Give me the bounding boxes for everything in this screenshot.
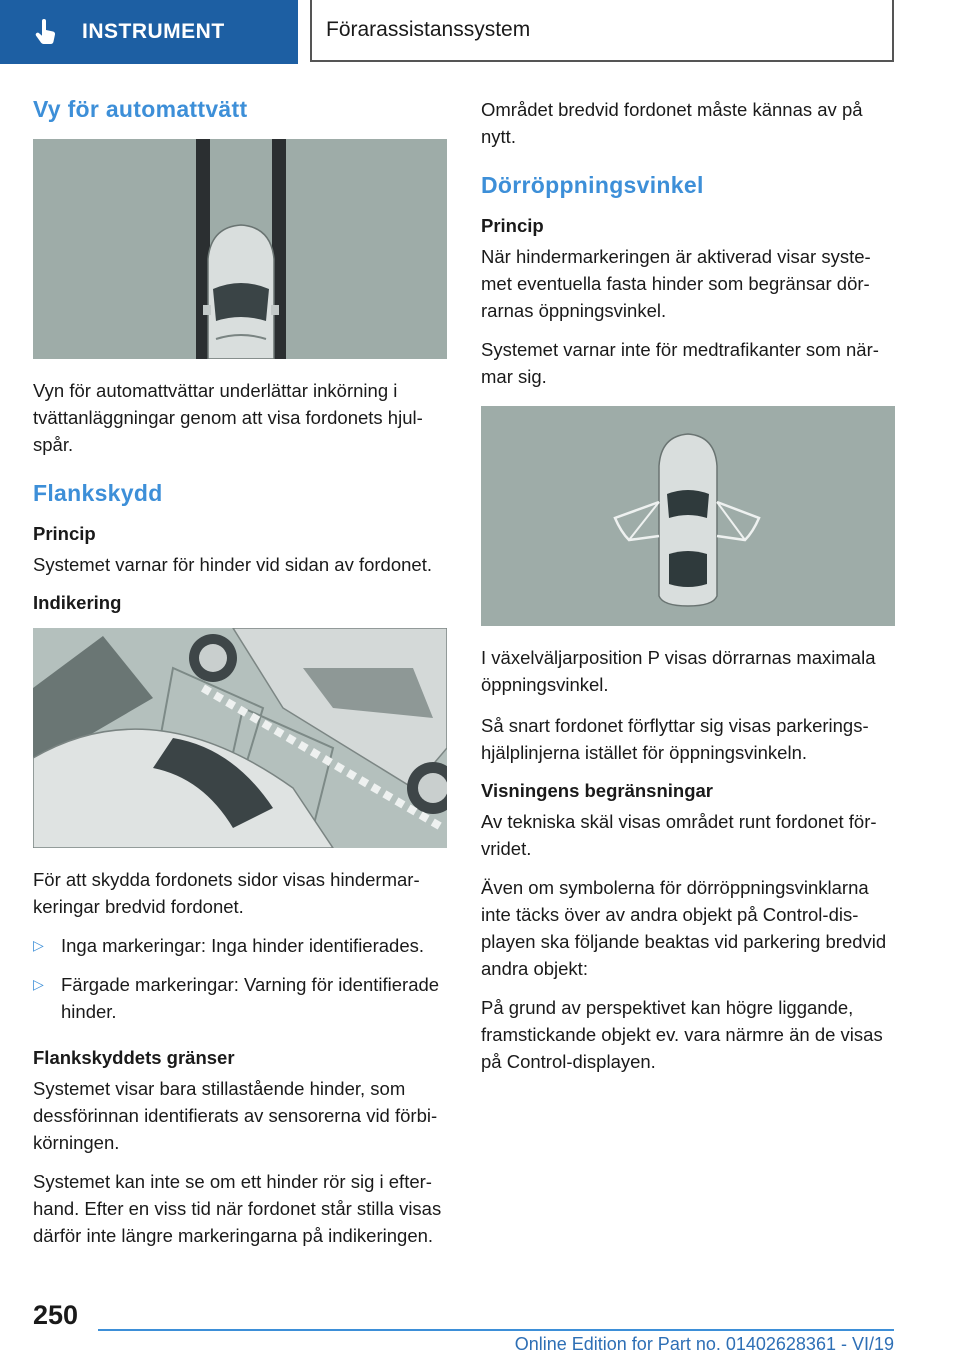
display-limits-text-2: Även om symbolerna för dörröppningsvinklarna inte täcks över av andra objekt på Control-dis-playen ska följande beaktas vid parkering bredvid andra objekt:: [481, 877, 887, 979]
flank-protection-image: [33, 628, 447, 848]
right-column: [481, 96, 897, 1087]
car-wash-description: Vyn för automattvättar underlättar inkörning i tvättanläggningar genom att visa fordonets hjul-spår.: [33, 380, 423, 455]
subheading-indication: Indikering: [33, 592, 122, 613]
display-limits-text-1: Av tekniska skäl visas området runt fordonet för-vridet.: [481, 811, 877, 859]
list-item: ▷ Färgade markeringar: Varning för identifierade hinder.: [33, 971, 449, 1025]
heading-flank-protection: Flankskydd: [33, 480, 163, 506]
door-principle-text-1: När hindermarkeringen är aktiverad visar syste-met eventuella fasta hinder som begränsar dör-rarnas öppningsvinkel.: [481, 246, 871, 321]
section-label: INSTRUMENT: [82, 20, 225, 43]
page-number: 250: [33, 1300, 79, 1330]
movement-text: Så snart fordonet förflyttar sig visas parkerings-hjälplinjerna istället för öppningsvinkeln.: [481, 715, 869, 763]
bullet-triangle-icon: ▷: [33, 937, 44, 953]
display-limits-text-3: På grund av perspektivet kan högre liggande, framstickande objekt ev. vara närmre än de visas på Control-displayen.: [481, 997, 883, 1072]
door-principle-text-2: Systemet varnar inte för medtrafikanter som när-mar sig.: [481, 339, 879, 387]
heading-car-wash-view: Vy för automattvätt: [33, 96, 248, 122]
chapter-title: Förarassistanssystem: [310, 0, 894, 62]
list-item: ▷ Inga markeringar: Inga hinder identifierades.: [33, 932, 449, 959]
bullet-triangle-icon: ▷: [33, 976, 44, 992]
heading-door-opening-angle: Dörröppningsvinkel: [481, 172, 704, 198]
principle-text: Systemet varnar för hinder vid sidan av fordonet.: [33, 554, 432, 575]
intro-text: Området bredvid fordonet måste kännas av på nytt.: [481, 99, 863, 147]
section-tab: [0, 0, 298, 64]
indication-list: [33, 932, 449, 1025]
subheading-flank-limits: Flankskyddets gränser: [33, 1047, 235, 1068]
flank-limits-text-1: Systemet visar bara stillastående hinder, som dessförinnan identifierats av sensorerna vid förbi-körningen.: [33, 1078, 438, 1153]
flank-limits-text-2: Systemet kan inte se om ett hinder rör sig i efter-hand. Efter en viss tid när fordonet står stilla visas därför inte längre markeringarna på indikeringen.: [33, 1171, 442, 1246]
hand-pointer-icon: [26, 12, 66, 52]
footer-divider: [98, 1329, 894, 1331]
gear-position-text: I växelväljarposition P visas dörrarnas maximala öppningsvinkel.: [481, 647, 876, 695]
subheading-principle: Princip: [481, 215, 544, 236]
car-wash-view-image: [33, 139, 447, 359]
door-opening-angle-image: [481, 406, 895, 626]
subheading-principle: Princip: [33, 523, 96, 544]
edition-note: Online Edition for Part no. 01402628361 - VI/19: [514, 1334, 894, 1354]
indication-text: För att skydda fordonets sidor visas hindermar-keringar bredvid fordonet.: [33, 869, 420, 917]
subheading-display-limits: Visningens begränsningar: [481, 780, 713, 801]
left-column: [33, 96, 449, 1261]
